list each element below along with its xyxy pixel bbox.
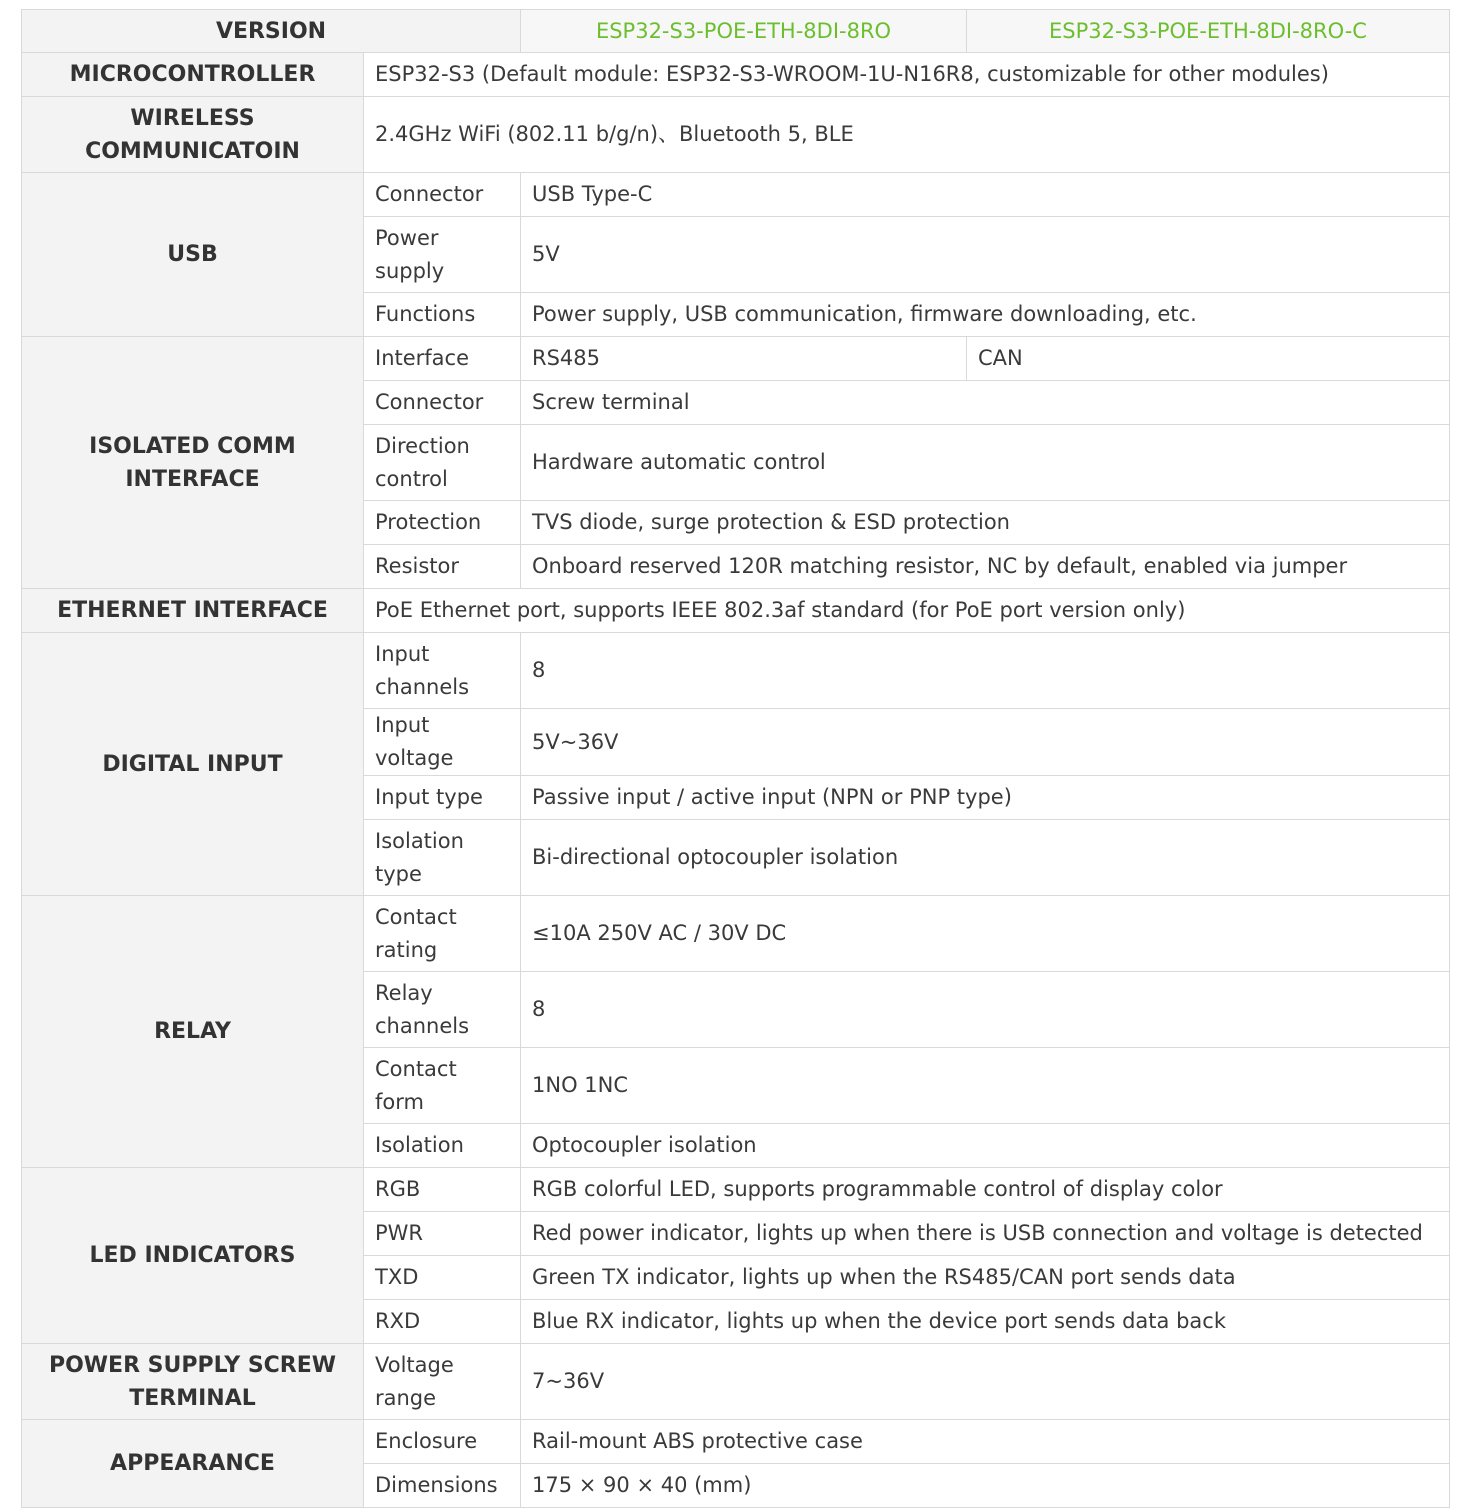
digital-input-key: Input channels [364,633,521,709]
led-key: TXD [364,1256,521,1300]
isolated-value: Onboard reserved 120R matching resistor, NC by default, enabled via jumper [521,545,1450,589]
digital-input-row [22,633,1450,709]
led-key: PWR [364,1212,521,1256]
microcontroller-value: ESP32-S3 (Default module: ESP32-S3-WROOM-1U-N16R8, customizable for other modules) [364,53,1450,97]
appearance-key: Dimensions [364,1464,521,1508]
isolated-key: Protection [364,501,521,545]
version-link-8ro[interactable]: ESP32-S3-POE-ETH-8DI-8RO [521,10,967,53]
isolated-key: Direction control [364,425,521,501]
usb-value: USB Type-C [521,173,1450,217]
version-link-8ro-c[interactable]: ESP32-S3-POE-ETH-8DI-8RO-C [967,10,1450,53]
appearance-label: APPEARANCE [22,1420,364,1508]
isolated-key: Interface [364,337,521,381]
relay-key: Contact rating [364,896,521,972]
digital-input-value: Passive input / active input (NPN or PNP type) [521,776,1450,820]
power-row [22,1344,1450,1420]
relay-label: RELAY [22,896,364,1168]
power-key: Voltage range [364,1344,521,1420]
appearance-value: 175 × 90 × 40 (mm) [521,1464,1450,1508]
relay-key: Isolation [364,1124,521,1168]
digital-input-key: Isolation type [364,820,521,896]
isolated-value-rs485: RS485 [521,337,967,381]
digital-input-key: Input type [364,776,521,820]
usb-key: Connector [364,173,521,217]
led-value: Blue RX indicator, lights up when the device port sends data back [521,1300,1450,1344]
relay-value: 1NO 1NC [521,1048,1450,1124]
version-row [22,10,1450,53]
relay-value: 8 [521,972,1450,1048]
microcontroller-label: MICROCONTROLLER [22,53,364,97]
usb-row [22,173,1450,217]
led-row [22,1168,1450,1212]
isolated-value: Screw terminal [521,381,1450,425]
ethernet-label: ETHERNET INTERFACE [22,589,364,633]
led-label: LED INDICATORS [22,1168,364,1344]
wireless-row [22,97,1450,173]
usb-label: USB [22,173,364,337]
wireless-value: 2.4GHz WiFi (802.11 b/g/n)、Bluetooth 5, BLE [364,97,1450,173]
digital-input-value: 5V~36V [521,709,1450,776]
isolated-key: Resistor [364,545,521,589]
relay-value: ≤10A 250V AC / 30V DC [521,896,1450,972]
ethernet-row [22,589,1450,633]
isolated-value: Hardware automatic control [521,425,1450,501]
power-value: 7~36V [521,1344,1450,1420]
led-key: RGB [364,1168,521,1212]
appearance-row [22,1420,1450,1464]
usb-value: Power supply, USB communication, firmware downloading, etc. [521,293,1450,337]
appearance-value: Rail-mount ABS protective case [521,1420,1450,1464]
led-value: Red power indicator, lights up when there is USB connection and voltage is detected [521,1212,1450,1256]
usb-value: 5V [521,217,1450,293]
usb-key: Functions [364,293,521,337]
isolated-value-can: CAN [967,337,1450,381]
usb-key: Power supply [364,217,521,293]
relay-row [22,896,1450,972]
isolated-value: TVS diode, surge protection & ESD protection [521,501,1450,545]
isolated-key: Connector [364,381,521,425]
relay-key: Relay channels [364,972,521,1048]
digital-input-value: 8 [521,633,1450,709]
led-value: RGB colorful LED, supports programmable control of display color [521,1168,1450,1212]
ethernet-value: PoE Ethernet port, supports IEEE 802.3af standard (for PoE port version only) [364,589,1450,633]
digital-input-value: Bi-directional optocoupler isolation [521,820,1450,896]
digital-input-key: Input voltage [364,709,521,776]
led-value: Green TX indicator, lights up when the RS485/CAN port sends data [521,1256,1450,1300]
digital-input-label: DIGITAL INPUT [22,633,364,896]
isolated-label: ISOLATED COMM INTERFACE [22,337,364,589]
isolated-row [22,337,1450,381]
relay-value: Optocoupler isolation [521,1124,1450,1168]
version-label: VERSION [22,10,521,53]
microcontroller-row [22,53,1450,97]
relay-key: Contact form [364,1048,521,1124]
wireless-label: WIRELESS COMMUNICATOIN [22,97,364,173]
spec-table [21,9,1450,1508]
power-label: POWER SUPPLY SCREW TERMINAL [22,1344,364,1420]
led-key: RXD [364,1300,521,1344]
appearance-key: Enclosure [364,1420,521,1464]
